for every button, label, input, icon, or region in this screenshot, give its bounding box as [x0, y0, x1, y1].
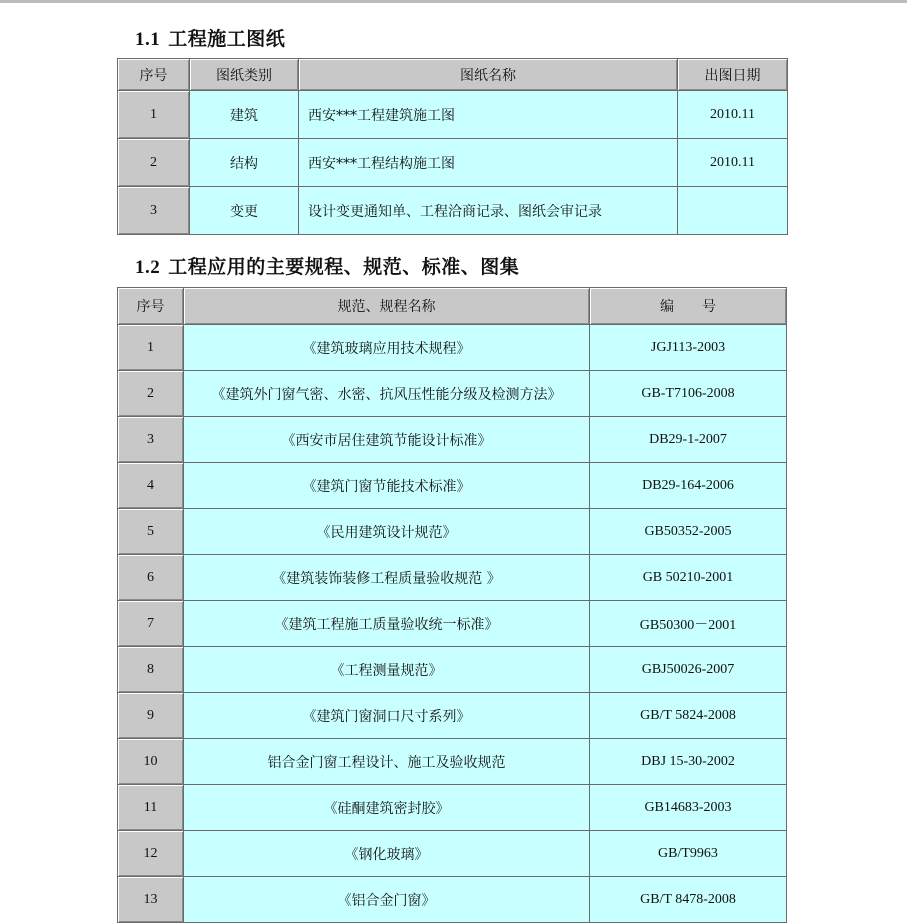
standard-name: 《建筑门窗洞口尺寸系列》 [184, 693, 590, 739]
standard-code: GB/T 5824-2008 [590, 693, 787, 739]
column-header-code: 编 号 [590, 288, 787, 325]
standard-code: GB/T9963 [590, 831, 787, 877]
row-number: 11 [118, 785, 184, 831]
table-row [118, 739, 787, 785]
row-number: 3 [118, 417, 184, 463]
drawing-category: 变更 [190, 187, 299, 235]
table-row [118, 601, 787, 647]
row-number: 7 [118, 601, 184, 647]
drawing-name: 西安***工程结构施工图 [299, 139, 678, 187]
standard-code: GB50352-2005 [590, 509, 787, 555]
drawings-table-body [118, 91, 788, 235]
standard-code: DB29-164-2006 [590, 463, 787, 509]
row-number: 1 [118, 91, 190, 139]
column-header-category: 图纸类别 [190, 59, 299, 91]
section-heading-drawings [135, 24, 285, 51]
standard-name: 《铝合金门窗》 [184, 877, 590, 923]
standards-table-body [118, 325, 787, 923]
table-header-row [118, 59, 788, 91]
standard-name: 《建筑玻璃应用技术规程》 [184, 325, 590, 371]
column-header-name: 图纸名称 [299, 59, 678, 91]
standard-code: DB29-1-2007 [590, 417, 787, 463]
row-number: 2 [118, 139, 190, 187]
standard-code: GB50300－2001 [590, 601, 787, 647]
table-row [118, 555, 787, 601]
table-header-row [118, 288, 787, 325]
table-row [118, 831, 787, 877]
drawing-date [678, 187, 788, 235]
table-row [118, 91, 788, 139]
table-row [118, 785, 787, 831]
row-number: 5 [118, 509, 184, 555]
standard-name: 《工程测量规范》 [184, 647, 590, 693]
row-number: 8 [118, 647, 184, 693]
table-row [118, 693, 787, 739]
table-row [118, 463, 787, 509]
standard-name: 《建筑装饰装修工程质量验收规范 》 [184, 555, 590, 601]
column-header-standard-name: 规范、规程名称 [184, 288, 590, 325]
row-number: 6 [118, 555, 184, 601]
column-header-date: 出图日期 [678, 59, 788, 91]
standard-code: GB/T 8478-2008 [590, 877, 787, 923]
standard-name: 铝合金门窗工程设计、施工及验收规范 [184, 739, 590, 785]
section-number: 1.1 [135, 29, 161, 50]
drawing-category: 建筑 [190, 91, 299, 139]
table-row [118, 325, 787, 371]
drawing-date: 2010.11 [678, 139, 788, 187]
standard-code: JGJ113-2003 [590, 325, 787, 371]
standard-code: GB 50210-2001 [590, 555, 787, 601]
drawing-name: 西安***工程建筑施工图 [299, 91, 678, 139]
drawing-date: 2010.11 [678, 91, 788, 139]
standard-code: GB-T7106-2008 [590, 371, 787, 417]
row-number: 13 [118, 877, 184, 923]
row-number: 4 [118, 463, 184, 509]
standard-code: GBJ50026-2007 [590, 647, 787, 693]
standard-name: 《建筑门窗节能技术标准》 [184, 463, 590, 509]
table-row [118, 187, 788, 235]
row-number: 2 [118, 371, 184, 417]
table-row [118, 647, 787, 693]
table-row [118, 371, 787, 417]
row-number: 3 [118, 187, 190, 235]
standard-name: 《西安市居住建筑节能设计标准》 [184, 417, 590, 463]
row-number: 9 [118, 693, 184, 739]
section-title: 工程应用的主要规程、规范、标准、图集 [168, 256, 520, 278]
section-title: 工程施工图纸 [168, 28, 286, 50]
row-number: 10 [118, 739, 184, 785]
column-header-no: 序号 [118, 288, 184, 325]
section-number: 1.2 [135, 257, 161, 278]
standard-name: 《硅酮建筑密封胶》 [184, 785, 590, 831]
table-row [118, 417, 787, 463]
standard-name: 《民用建筑设计规范》 [184, 509, 590, 555]
drawing-category: 结构 [190, 139, 299, 187]
row-number: 12 [118, 831, 184, 877]
standard-name: 《建筑工程施工质量验收统一标准》 [184, 601, 590, 647]
standards-table [117, 287, 787, 923]
drawing-name: 设计变更通知单、工程洽商记录、图纸会审记录 [299, 187, 678, 235]
standard-name: 《钢化玻璃》 [184, 831, 590, 877]
section-heading-standards [135, 252, 519, 279]
top-border [0, 0, 907, 3]
standard-code: GB14683-2003 [590, 785, 787, 831]
column-header-no: 序号 [118, 59, 190, 91]
table-row [118, 139, 788, 187]
drawings-table [117, 58, 788, 235]
table-row [118, 509, 787, 555]
standard-code: DBJ 15-30-2002 [590, 739, 787, 785]
standard-name: 《建筑外门窗气密、水密、抗风压性能分级及检测方法》 [184, 371, 590, 417]
row-number: 1 [118, 325, 184, 371]
